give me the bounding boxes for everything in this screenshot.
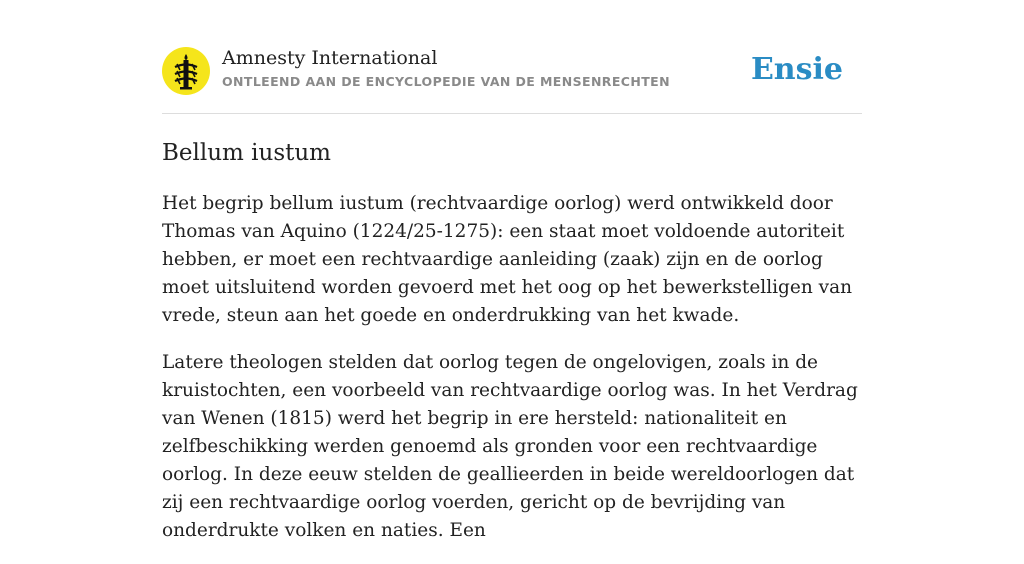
brand-logo[interactable]: Ensie <box>750 52 843 87</box>
article-paragraph: Latere theologen stelden dat oorlog tegen de ongelovigen, zoals in de kruistochten, een voorbeeld van rechtvaardige oorlog was. In het Verdrag van Wenen (1815) werd het begrip in ere hersteld: nationaliteit en zelfbeschikking werden genoemd als gronden voor een rechtvaardige oorlog. In deze eeuw stelden de geallieerden in beide wereldoorlogen dat zij een rechtvaardige oorlog voerden, gericht op de bevrijding van onderdrukte volken en naties. Een <box>162 352 858 541</box>
article-body <box>162 190 862 564</box>
article-title: Bellum iustum <box>162 140 331 166</box>
candle-barbed-wire-icon[interactable] <box>162 47 210 95</box>
source-name[interactable]: Amnesty International <box>222 47 438 69</box>
source-subtitle: ONTLEEND AAN DE ENCYCLOPEDIE VAN DE MENSENRECHTEN <box>222 74 670 89</box>
article-paragraph: Het begrip bellum iustum (rechtvaardige oorlog) werd ontwikkeld door Thomas van Aquino (1224/25-1275): een staat moet voldoende autoriteit hebben, er moet een rechtvaardige aanleiding (zaak) zijn en de oorlog moet uitsluitend worden gevoerd met het oog op het bewerkstelligen van vrede, steun aan het goede en onderdrukking van het kwade. <box>162 193 853 326</box>
header <box>162 46 862 114</box>
